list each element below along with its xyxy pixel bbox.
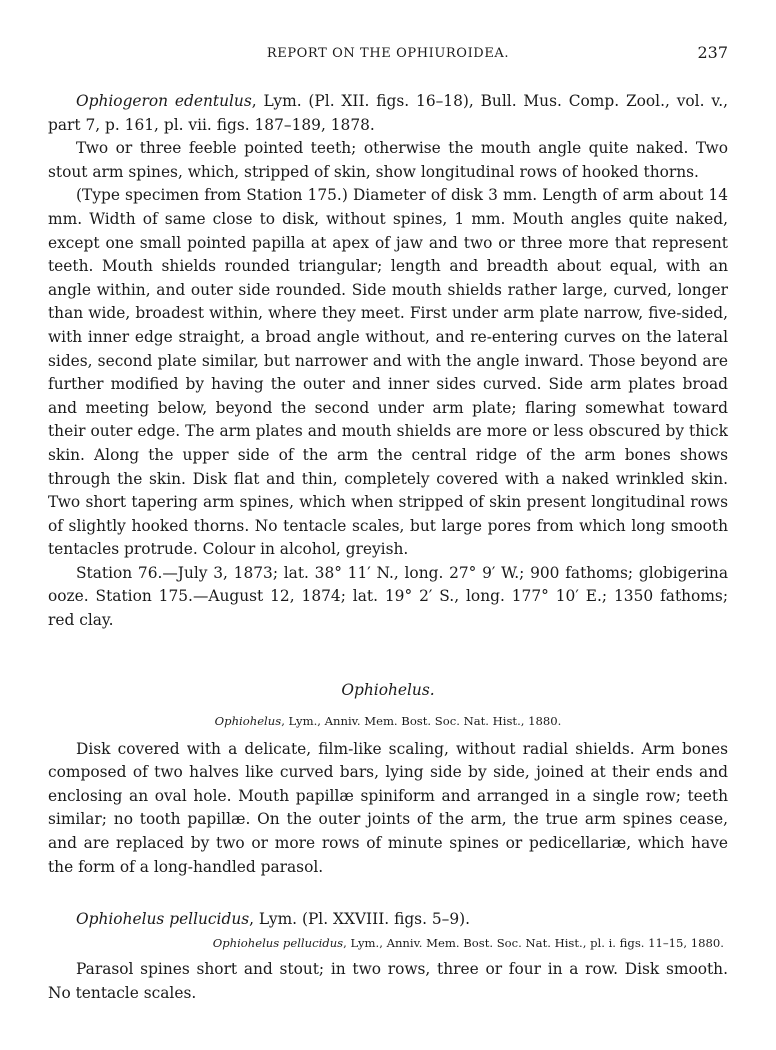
genus-citation <box>48 712 728 730</box>
species-citation-pellucidus-rest: , Lym., Anniv. Mem. Bost. Soc. Nat. Hist., pl. i. figs. 11–15, 1880. <box>343 936 724 951</box>
running-head <box>48 43 728 68</box>
species-heading-pellucidus <box>48 907 728 931</box>
genus-description: Disk covered with a delicate, film-like scaling, without radial shields. Arm bones composed of two halves like curved bars, lying side by side, joined at their ends and enclosing an oval hole. Mouth papillæ spiniform and arranged in a single row; teeth similar; no tooth papillæ. On the outer joints of the arm, the true arm spines cease, and are replaced by two or more rows of minute spines or pedicellariæ, which have the form of a long-handled parasol. <box>48 739 728 876</box>
species-citation-pellucidus-name: Ophiohelus pellucidus <box>212 936 344 951</box>
species-description-pellucidus: Parasol spines short and stout; in two rows, three or four in a row. Disk smooth. No tentacle scales. <box>48 960 728 1002</box>
species-citation-edentulus <box>48 90 728 137</box>
species-description-edentulus: (Type specimen from Station 175.) Diameter of disk 3 mm. Length of arm about 14 mm. Width of same close to disk, without spines, 1 mm. Mouth angles quite naked, except one small pointed papilla at apex of jaw and two or three more that represent teeth. Mouth shields rounded triangular; length and breadth about equal, with an angle within, and outer side rounded. Side mouth shields rather large, curved, longer than wide, broadest within, where they meet. First under arm plate narrow, five-sided, with inner edge straight, a broad angle without, and re-entering curves on the lateral sides, second plate similar, but narrower and with the angle inward. Those beyond are further modified by having the outer and inner sides curved. Side arm plates broad and meeting below, beyond the second under arm plate; flaring somewhat toward their outer edge. The arm plates and mouth shields are more or less obscured by thick skin. Along the upper side of the arm the central ridge of the arm bones shows through the skin. Disk flat and thin, completely covered with a naked wrinkled skin. Two short tapering arm spines, which when stripped of skin present longitudinal rows of slightly hooked thorns. No tentacle scales, but large pores from which long smooth tentacles protrude. Colour in alcohol, greyish. <box>48 186 728 559</box>
genus-citation-rest: , Lym., Anniv. Mem. Bost. Soc. Nat. Hist., 1880. <box>281 713 562 728</box>
species-summary-edentulus: Two or three feeble pointed teeth; otherwise the mouth angle quite naked. Two stout arm spines, which, stripped of skin, show longitudinal rows of hooked thorns. <box>48 139 728 181</box>
genus-heading: Ophiohelus. <box>341 680 435 699</box>
species-citation-pellucidus <box>48 934 728 952</box>
page-number: 237 <box>697 43 728 62</box>
species-heading-pellucidus-rest: , Lym. (Pl. XXVIII. figs. 5–9). <box>249 910 471 929</box>
running-head-title: REPORT ON THE OPHIUROIDEA. <box>266 46 510 61</box>
station-records-edentulus: Station 76.—July 3, 1873; lat. 38° 11′ N., long. 27° 9′ W.; 900 fathoms; globigerina ooze. Station 175.—August 12, 1874; lat. 19° 2′ S., long. 177° 10′ E.; 1350 fathoms; red clay. <box>48 563 728 630</box>
species-name-pellucidus: Ophiohelus pellucidus <box>76 910 250 929</box>
species-name-edentulus: Ophiogeron edentulus <box>76 92 252 110</box>
page <box>48 0 728 1005</box>
genus-citation-name: Ophiohelus <box>214 713 282 728</box>
species-citation-edentulus-rest: , Lym. (Pl. XII. figs. 16–18), Bull. Mus. Comp. Zool., vol. v., part 7, p. 161, pl. vii. figs. 187–189, 1878. <box>48 92 728 134</box>
